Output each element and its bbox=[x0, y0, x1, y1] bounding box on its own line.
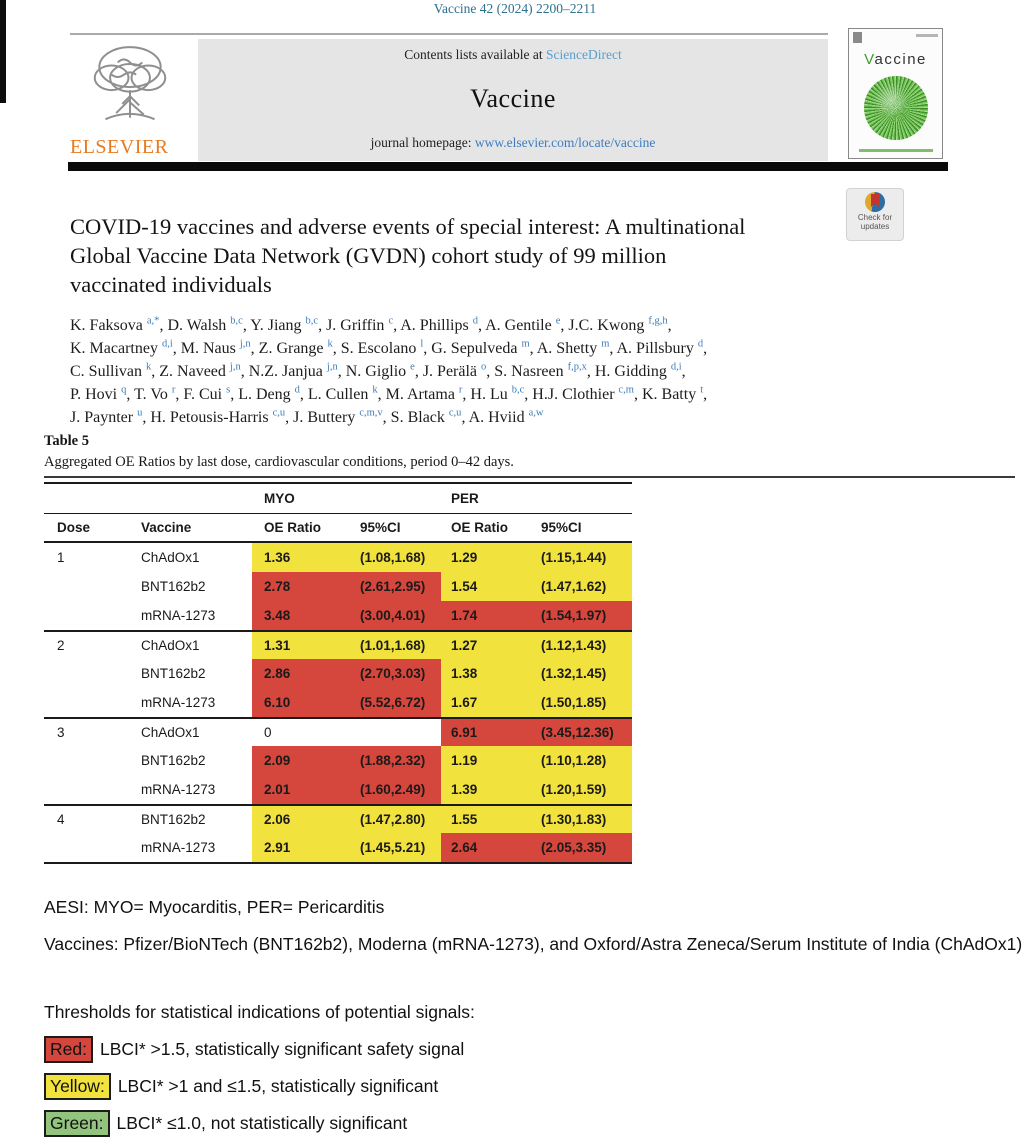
elsevier-tree-icon bbox=[84, 41, 176, 133]
per-oe-cell: 1.29 bbox=[441, 543, 536, 572]
column-header: OE Ratio bbox=[441, 514, 536, 543]
author-affiliation-superscript: d bbox=[697, 338, 704, 350]
dose-cell bbox=[44, 688, 128, 717]
dose-cell: 1 bbox=[44, 543, 128, 572]
title-line-3: vaccinated individuals bbox=[70, 272, 272, 297]
per-ci-cell: (1.50,1.85) bbox=[536, 688, 632, 717]
author-affiliation-superscript: b,c bbox=[230, 315, 243, 327]
author: A. Gentile $^e$, bbox=[485, 315, 569, 334]
column-header: 95%CI bbox=[355, 514, 441, 543]
author-affiliation-superscript: c,u bbox=[272, 407, 286, 419]
myo-oe-cell: 2.78 bbox=[252, 572, 355, 601]
header-divider-bar bbox=[68, 162, 948, 171]
author-affiliation-superscript: l bbox=[420, 338, 424, 350]
myo-ci-cell: (1.60,2.49) bbox=[355, 775, 441, 804]
per-ci-cell: (1.12,1.43) bbox=[536, 630, 632, 659]
per-ci-cell: (1.47,1.62) bbox=[536, 572, 632, 601]
column-header: OE Ratio bbox=[252, 514, 355, 543]
journal-name: Vaccine bbox=[470, 84, 556, 113]
table-cell bbox=[44, 484, 128, 514]
per-ci-cell: (3.45,12.36) bbox=[536, 717, 632, 746]
per-oe-cell: 1.38 bbox=[441, 659, 536, 688]
cover-footer-text bbox=[859, 149, 933, 152]
crossmark-icon bbox=[865, 192, 885, 212]
myo-ci-cell bbox=[355, 717, 441, 746]
author: Y. Jiang $^{b,c}$, bbox=[250, 315, 327, 334]
article-title bbox=[70, 212, 745, 299]
vaccine-cell: ChAdOx1 bbox=[128, 630, 252, 659]
running-head: Vaccine 42 (2024) 2200–2211 bbox=[433, 1, 597, 16]
myo-oe-cell: 2.06 bbox=[252, 804, 355, 833]
per-oe-cell: 1.27 bbox=[441, 630, 536, 659]
journal-header-center bbox=[198, 39, 828, 161]
author-affiliation-superscript: m bbox=[601, 338, 610, 350]
legend-green-text: LBCI* ≤1.0, not statistically significant bbox=[116, 1113, 408, 1133]
column-header: 95%CI bbox=[536, 514, 632, 543]
author: J. Buttery $^{c,m,v}$, bbox=[293, 407, 391, 426]
author-affiliation-superscript: f,g,h bbox=[648, 315, 668, 327]
author-affiliation-superscript: k bbox=[372, 384, 378, 396]
dose-cell bbox=[44, 659, 128, 688]
legend-yellow-swatch: Yellow: bbox=[44, 1073, 111, 1100]
author-affiliation-superscript: r bbox=[458, 384, 463, 396]
author-affiliation-superscript: d,i bbox=[161, 338, 173, 350]
cover-publisher-mark bbox=[853, 32, 862, 43]
dose-cell: 3 bbox=[44, 717, 128, 746]
author: T. Vo $^r$, bbox=[134, 384, 184, 403]
vaccine-cell: ChAdOx1 bbox=[128, 717, 252, 746]
author-affiliation-superscript: d bbox=[294, 384, 300, 396]
table-cell bbox=[128, 484, 252, 514]
myo-oe-cell: 2.91 bbox=[252, 833, 355, 862]
myo-ci-cell: (2.70,3.03) bbox=[355, 659, 441, 688]
table-label: Table 5 bbox=[44, 433, 89, 449]
author: K. Macartney $^{d,i}$, bbox=[70, 338, 181, 357]
per-oe-cell: 1.19 bbox=[441, 746, 536, 775]
per-ci-cell: (1.10,1.28) bbox=[536, 746, 632, 775]
author: J. Paynter $^u$, bbox=[70, 407, 151, 426]
author: S. Nasreen $^{f,p,x}$, bbox=[494, 361, 595, 380]
legend-red-swatch: Red: bbox=[44, 1036, 93, 1063]
author-affiliation-superscript: d,i bbox=[670, 361, 682, 373]
footnote-vaccines: Vaccines: Pfizer/BioNTech (BNT162b2), Moderna (mRNA-1273), and Oxford/Astra Zeneca/Serum Institute of India (ChAdOx1) bbox=[44, 934, 1023, 954]
myo-ci-cell: (1.88,2.32) bbox=[355, 746, 441, 775]
vaccine-cell: BNT162b2 bbox=[128, 804, 252, 833]
author: H.J. Clothier $^{c,m}$, bbox=[532, 384, 642, 403]
myo-oe-cell: 1.31 bbox=[252, 630, 355, 659]
vaccine-cell: mRNA-1273 bbox=[128, 833, 252, 862]
author-affiliation-superscript: f,p,x bbox=[567, 361, 587, 373]
crossmark-ribbon-icon bbox=[871, 194, 879, 207]
journal-header-banner bbox=[70, 33, 828, 161]
myo-ci-cell: (1.45,5.21) bbox=[355, 833, 441, 862]
myo-ci-cell: (5.52,6.72) bbox=[355, 688, 441, 717]
dose-cell bbox=[44, 775, 128, 804]
per-ci-cell: (1.32,1.45) bbox=[536, 659, 632, 688]
author-affiliation-superscript: a,w bbox=[528, 407, 544, 419]
myo-oe-cell: 1.36 bbox=[252, 543, 355, 572]
dose-cell bbox=[44, 572, 128, 601]
footnote-aesi: AESI: MYO= Myocarditis, PER= Pericarditis bbox=[44, 897, 385, 917]
cover-issue-text bbox=[916, 34, 938, 37]
author-affiliation-superscript: b,c bbox=[511, 384, 525, 396]
per-ci-cell: (1.15,1.44) bbox=[536, 543, 632, 572]
author: J. Perälä $^o$, bbox=[422, 361, 495, 380]
per-oe-cell: 1.67 bbox=[441, 688, 536, 717]
check-for-updates-badge[interactable] bbox=[846, 188, 904, 241]
author-affiliation-superscript: d bbox=[472, 315, 478, 327]
author: A. Shetty $^m$, bbox=[536, 338, 617, 357]
author: J.C. Kwong $^{f,g,h}$, bbox=[568, 315, 672, 334]
homepage-link[interactable]: www.elsevier.com/locate/vaccine bbox=[474, 135, 656, 150]
author: S. Black $^{c,u}$, bbox=[390, 407, 469, 426]
myo-oe-cell: 0 bbox=[252, 717, 355, 746]
virus-particle-image bbox=[864, 76, 928, 140]
author: A. Pillsbury $^d$, bbox=[616, 338, 708, 357]
per-oe-cell: 1.55 bbox=[441, 804, 536, 833]
journal-cover-thumbnail bbox=[848, 28, 943, 159]
dose-cell: 4 bbox=[44, 804, 128, 833]
legend-row-red bbox=[44, 1036, 464, 1063]
myo-ci-cell: (3.00,4.01) bbox=[355, 601, 441, 630]
footnote-thresholds-title: Thresholds for statistical indications of potential signals: bbox=[44, 1002, 475, 1022]
author-affiliation-superscript: j,n bbox=[239, 338, 251, 350]
myo-oe-cell: 2.09 bbox=[252, 746, 355, 775]
title-line-2: Global Vaccine Data Network (GVDN) cohort study of 99 million bbox=[70, 243, 667, 268]
title-line-1: COVID-19 vaccines and adverse events of special interest: A multinational bbox=[70, 214, 746, 239]
legend-row-green bbox=[44, 1110, 407, 1137]
author-affiliation-superscript: e bbox=[555, 315, 561, 327]
dose-cell bbox=[44, 601, 128, 630]
myo-ci-cell: (1.01,1.68) bbox=[355, 630, 441, 659]
column-header: Vaccine bbox=[128, 514, 252, 543]
author: N. Giglio $^e$, bbox=[345, 361, 423, 380]
myo-ci-cell: (1.47,2.80) bbox=[355, 804, 441, 833]
vaccine-cell: mRNA-1273 bbox=[128, 601, 252, 630]
author: D. Walsh $^{b,c}$, bbox=[167, 315, 251, 334]
author: L. Deng $^d$, bbox=[238, 384, 308, 403]
group-header-myo: MYO bbox=[252, 484, 441, 514]
vaccine-cell: mRNA-1273 bbox=[128, 775, 252, 804]
author-affiliation-superscript: k bbox=[146, 361, 152, 373]
legend-green-swatch: Green: bbox=[44, 1110, 110, 1137]
author: H. Gidding $^{d,i}$, bbox=[594, 361, 686, 380]
author: G. Sepulveda $^m$, bbox=[431, 338, 537, 357]
check-badge-line1: Check for bbox=[857, 213, 893, 222]
author: C. Sullivan $^k$, bbox=[70, 361, 160, 380]
author: Z. Naveed $^{j,n}$, bbox=[159, 361, 249, 380]
author: A. Hviid $^{a,w}$ bbox=[468, 407, 544, 426]
homepage-line bbox=[371, 135, 656, 151]
author-list bbox=[70, 314, 860, 429]
vaccine-cell: BNT162b2 bbox=[128, 572, 252, 601]
author-affiliation-superscript: a,* bbox=[146, 315, 160, 327]
myo-ci-cell: (1.08,1.68) bbox=[355, 543, 441, 572]
column-header: Dose bbox=[44, 514, 128, 543]
per-oe-cell: 1.54 bbox=[441, 572, 536, 601]
per-oe-cell: 1.74 bbox=[441, 601, 536, 630]
myo-oe-cell: 3.48 bbox=[252, 601, 355, 630]
per-ci-cell: (2.05,3.35) bbox=[536, 833, 632, 862]
author-affiliation-superscript: u bbox=[137, 407, 143, 419]
myo-oe-cell: 6.10 bbox=[252, 688, 355, 717]
author-affiliation-superscript: b,c bbox=[305, 315, 319, 327]
cover-journal-title: Vaccine bbox=[864, 51, 927, 68]
author: H. Lu $^{b,c}$, bbox=[470, 384, 533, 403]
author-affiliation-superscript: c,m bbox=[618, 384, 634, 396]
author-affiliation-superscript: t bbox=[700, 384, 704, 396]
author-affiliation-superscript: e bbox=[410, 361, 415, 373]
author: J. Griffin $^c$, bbox=[326, 315, 401, 334]
author: K. Faksova $^{a,*}$, bbox=[70, 315, 168, 334]
author-affiliation-superscript: k bbox=[327, 338, 333, 350]
author: H. Petousis-Harris $^{c,u}$, bbox=[150, 407, 294, 426]
author: S. Escolano $^l$, bbox=[340, 338, 432, 357]
author: M. Naus $^{j,n}$, bbox=[180, 338, 259, 357]
author: A. Phillips $^d$, bbox=[400, 315, 486, 334]
table-top-rule bbox=[44, 476, 1015, 478]
author-affiliation-superscript: s bbox=[226, 384, 231, 396]
contents-prefix: Contents lists available at bbox=[404, 47, 546, 62]
author-affiliation-superscript: m bbox=[521, 338, 530, 350]
legend-yellow-text: LBCI* >1 and ≤1.5, statistically significant bbox=[117, 1076, 439, 1096]
dose-cell bbox=[44, 833, 128, 862]
dose-cell: 2 bbox=[44, 630, 128, 659]
author: Z. Grange $^k$, bbox=[258, 338, 341, 357]
author-affiliation-superscript: r bbox=[171, 384, 176, 396]
author: N.Z. Janjua $^{j,n}$, bbox=[248, 361, 346, 380]
author: P. Hovi $^q$, bbox=[70, 384, 135, 403]
author-affiliation-superscript: c,u bbox=[448, 407, 462, 419]
dose-cell bbox=[44, 746, 128, 775]
vaccine-cell: BNT162b2 bbox=[128, 659, 252, 688]
author-affiliation-superscript: c,m,v bbox=[359, 407, 383, 419]
oe-table bbox=[44, 482, 632, 864]
per-ci-cell: (1.54,1.97) bbox=[536, 601, 632, 630]
vaccine-cell: BNT162b2 bbox=[128, 746, 252, 775]
check-badge-label bbox=[847, 213, 903, 231]
author-affiliation-superscript: q bbox=[121, 384, 127, 396]
author: K. Batty $^t$, bbox=[641, 384, 708, 403]
myo-oe-cell: 2.86 bbox=[252, 659, 355, 688]
per-oe-cell: 6.91 bbox=[441, 717, 536, 746]
per-ci-cell: (1.20,1.59) bbox=[536, 775, 632, 804]
vaccine-cell: mRNA-1273 bbox=[128, 688, 252, 717]
legend-row-yellow bbox=[44, 1073, 438, 1100]
sciencedirect-link[interactable]: ScienceDirect bbox=[546, 47, 622, 62]
per-oe-cell: 2.64 bbox=[441, 833, 536, 862]
contents-line bbox=[404, 47, 621, 63]
per-ci-cell: (1.30,1.83) bbox=[536, 804, 632, 833]
author-affiliation-superscript: c bbox=[388, 315, 394, 327]
author: F. Cui $^s$, bbox=[183, 384, 239, 403]
elsevier-logo bbox=[70, 35, 198, 161]
myo-oe-cell: 2.01 bbox=[252, 775, 355, 804]
elsevier-wordmark: ELSEVIER bbox=[70, 136, 169, 158]
table-caption: Aggregated OE Ratios by last dose, cardiovascular conditions, period 0–42 days. bbox=[44, 454, 514, 470]
vaccine-cell: ChAdOx1 bbox=[128, 543, 252, 572]
author: M. Artama $^r$, bbox=[385, 384, 471, 403]
group-header-per: PER bbox=[441, 484, 632, 514]
myo-ci-cell: (2.61,2.95) bbox=[355, 572, 441, 601]
homepage-prefix: journal homepage: bbox=[370, 135, 475, 150]
author-affiliation-superscript: j,n bbox=[229, 361, 241, 373]
legend-red-text: LBCI* >1.5, statistically significant safety signal bbox=[99, 1039, 465, 1059]
author-affiliation-superscript: o bbox=[481, 361, 487, 373]
per-oe-cell: 1.39 bbox=[441, 775, 536, 804]
author-affiliation-superscript: j,n bbox=[326, 361, 338, 373]
check-badge-line2: updates bbox=[860, 222, 890, 231]
author: L. Cullen $^k$, bbox=[307, 384, 386, 403]
